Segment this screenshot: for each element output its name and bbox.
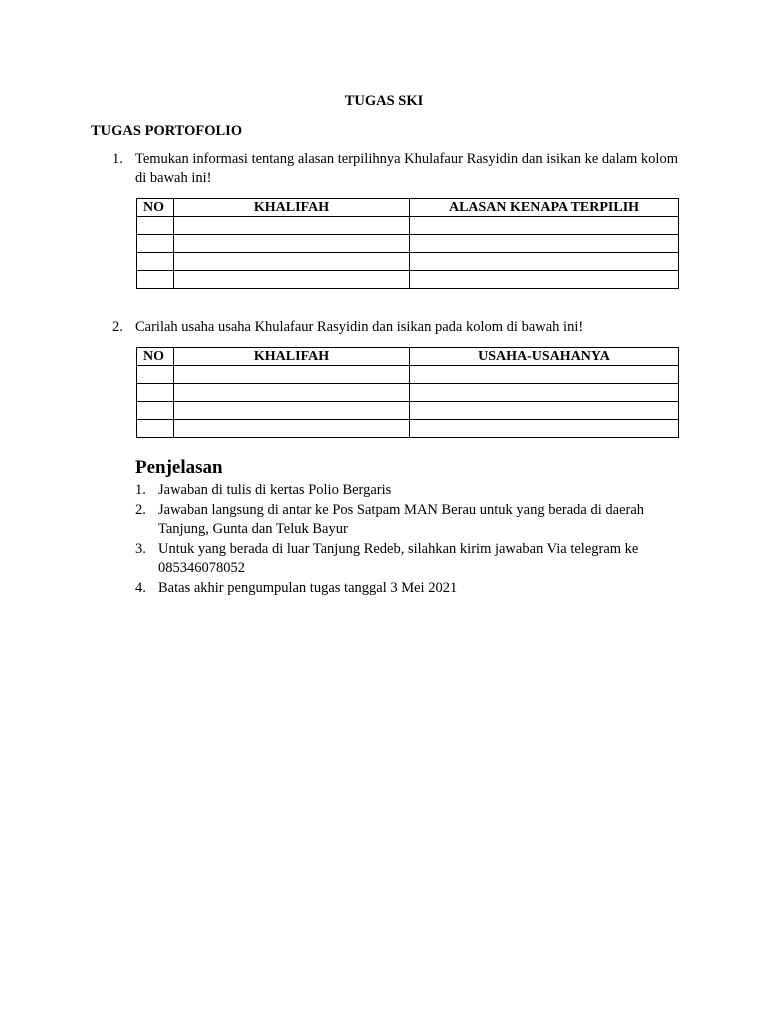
list-item-number: 1. — [135, 482, 146, 498]
header-no: NO — [137, 348, 174, 366]
table-cell — [410, 420, 679, 438]
table-cell — [174, 384, 410, 402]
header-khalifah: KHALIFAH — [174, 199, 410, 217]
table-cell — [410, 253, 679, 271]
list-item — [135, 501, 695, 540]
table-cell — [137, 402, 174, 420]
header-khalifah: KHALIFAH — [174, 348, 410, 366]
table-cell — [410, 366, 679, 384]
list-item-text: Untuk yang berada di luar Tanjung Redeb, silahkan kirim jawaban Via telegram ke 085346078052 — [158, 540, 639, 576]
list-item-number: 4. — [135, 579, 146, 596]
list-item — [135, 579, 695, 599]
header-no: NO — [137, 199, 174, 217]
table-row — [137, 402, 679, 420]
explanation-heading: Penjelasan — [135, 457, 223, 478]
table-row — [137, 217, 679, 235]
table-row — [137, 271, 679, 289]
table-cell — [174, 217, 410, 235]
table-cell — [410, 402, 679, 420]
task-1 — [112, 150, 682, 188]
table-cell — [174, 366, 410, 384]
explanation-list — [135, 481, 695, 598]
task-1-number: 1. — [112, 151, 123, 167]
table-cell — [174, 253, 410, 271]
table-cell — [137, 271, 174, 289]
list-item-number: 3. — [135, 540, 146, 557]
table-alasan — [136, 198, 679, 289]
table-cell — [174, 420, 410, 438]
table-cell — [137, 235, 174, 253]
list-item-text: Batas akhir pengumpulan tugas tanggal 3 Mei 2021 — [158, 579, 458, 596]
list-item — [135, 540, 695, 579]
table-cell — [410, 235, 679, 253]
table-usaha — [136, 347, 679, 438]
header-alasan: ALASAN KENAPA TERPILIH — [410, 199, 679, 217]
list-item-number: 2. — [135, 501, 146, 518]
list-item-text: Jawaban langsung di antar ke Pos Satpam MAN Berau untuk yang berada di daerah Tanjung, Gunta dan Teluk Bayur — [158, 501, 645, 537]
header-usaha: USAHA-USAHANYA — [410, 348, 679, 366]
list-item — [135, 481, 695, 501]
table-row — [137, 384, 679, 402]
table-cell — [174, 402, 410, 420]
table-cell — [174, 235, 410, 253]
table-row — [137, 253, 679, 271]
table-cell — [137, 366, 174, 384]
table-row — [137, 235, 679, 253]
list-item-text: Jawaban di tulis di kertas Polio Bergaris — [158, 482, 392, 498]
table-cell — [137, 420, 174, 438]
table-cell — [410, 271, 679, 289]
table-header-row — [137, 199, 679, 217]
table-cell — [137, 384, 174, 402]
section-title: TUGAS PORTOFOLIO — [91, 123, 243, 139]
table-header-row — [137, 348, 679, 366]
table-cell — [410, 384, 679, 402]
task-2-text: Carilah usaha usaha Khulafaur Rasyidin dan isikan pada kolom di bawah ini! — [135, 319, 584, 335]
task-1-text: Temukan informasi tentang alasan terpilihnya Khulafaur Rasyidin dan isikan ke dalam kolom di bawah ini! — [135, 151, 678, 186]
table-cell — [410, 217, 679, 235]
table-cell — [137, 217, 174, 235]
page-title: TUGAS SKI — [344, 93, 424, 109]
table-cell — [137, 253, 174, 271]
table-row — [137, 420, 679, 438]
task-2 — [112, 318, 682, 337]
task-2-number: 2. — [112, 319, 123, 335]
table-row — [137, 366, 679, 384]
table-cell — [174, 271, 410, 289]
